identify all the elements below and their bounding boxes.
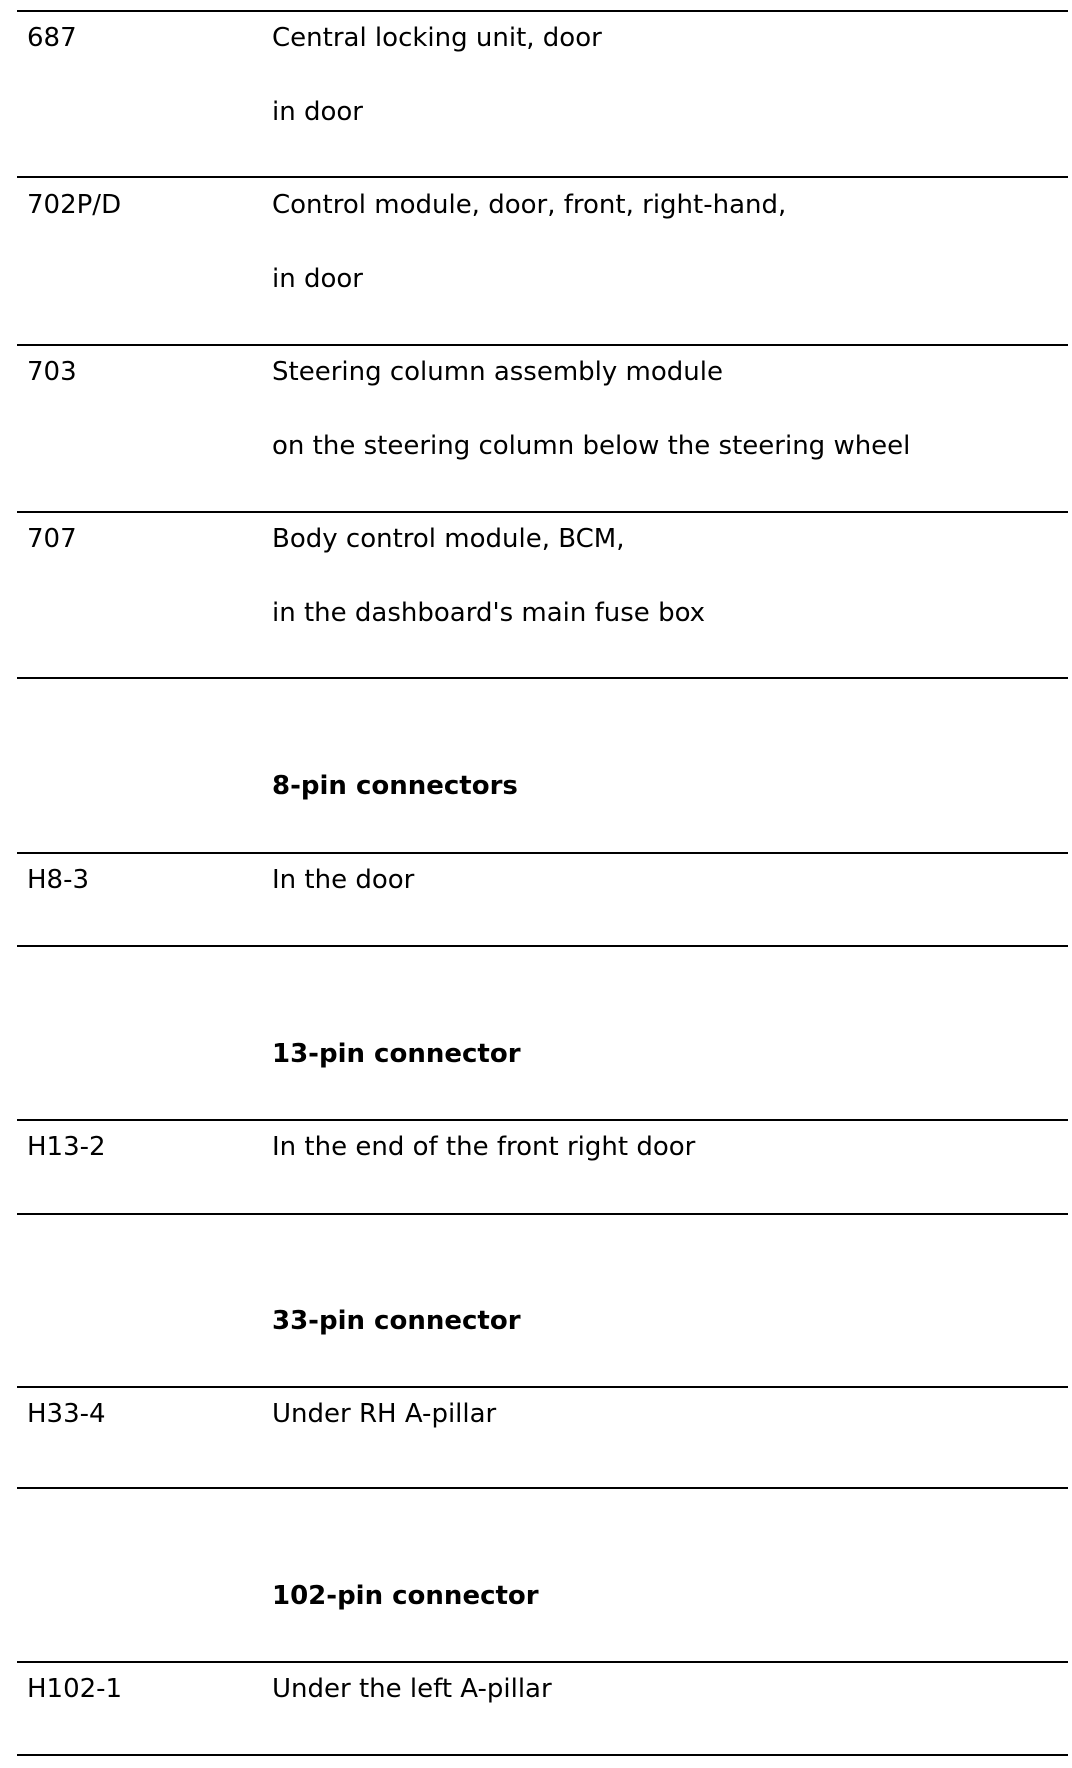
table-rule (17, 1386, 1068, 1388)
table-rule (17, 1119, 1068, 1121)
component-location: in the dashboard's main fuse box (272, 598, 706, 628)
table-rule (17, 677, 1068, 679)
section-heading: 8-pin connectors (272, 771, 518, 801)
table-rule (17, 511, 1068, 513)
component-description: Control module, door, front, right-hand, (272, 190, 787, 220)
component-description: Steering column assembly module (272, 357, 723, 387)
table-rule (17, 1661, 1068, 1663)
table-rule (17, 1213, 1068, 1215)
component-description: Central locking unit, door (272, 23, 602, 53)
component-code: 707 (27, 524, 77, 554)
table-rule (17, 1487, 1068, 1489)
section-heading: 102-pin connector (272, 1581, 539, 1611)
connector-location: Under RH A-pillar (272, 1399, 497, 1429)
connector-location: Under the left A-pillar (272, 1674, 552, 1704)
connector-location: In the end of the front right door (272, 1132, 696, 1162)
component-location: in door (272, 264, 363, 294)
table-rule (17, 176, 1068, 178)
connector-code: H33-4 (27, 1399, 106, 1429)
table-rule (17, 344, 1068, 346)
component-code: 702P/D (27, 190, 122, 220)
table-rule (17, 945, 1068, 947)
connector-location: In the door (272, 865, 415, 895)
component-code: 687 (27, 23, 77, 53)
section-heading: 13-pin connector (272, 1039, 521, 1069)
table-rule (17, 1754, 1068, 1756)
connector-code: H8-3 (27, 865, 90, 895)
connector-code: H102-1 (27, 1674, 123, 1704)
component-code: 703 (27, 357, 77, 387)
component-location: in door (272, 97, 363, 127)
component-location: on the steering column below the steering wheel (272, 431, 911, 461)
connector-code: H13-2 (27, 1132, 106, 1162)
section-heading: 33-pin connector (272, 1306, 521, 1336)
table-rule (17, 10, 1068, 12)
table-rule (17, 852, 1068, 854)
component-description: Body control module, BCM, (272, 524, 625, 554)
